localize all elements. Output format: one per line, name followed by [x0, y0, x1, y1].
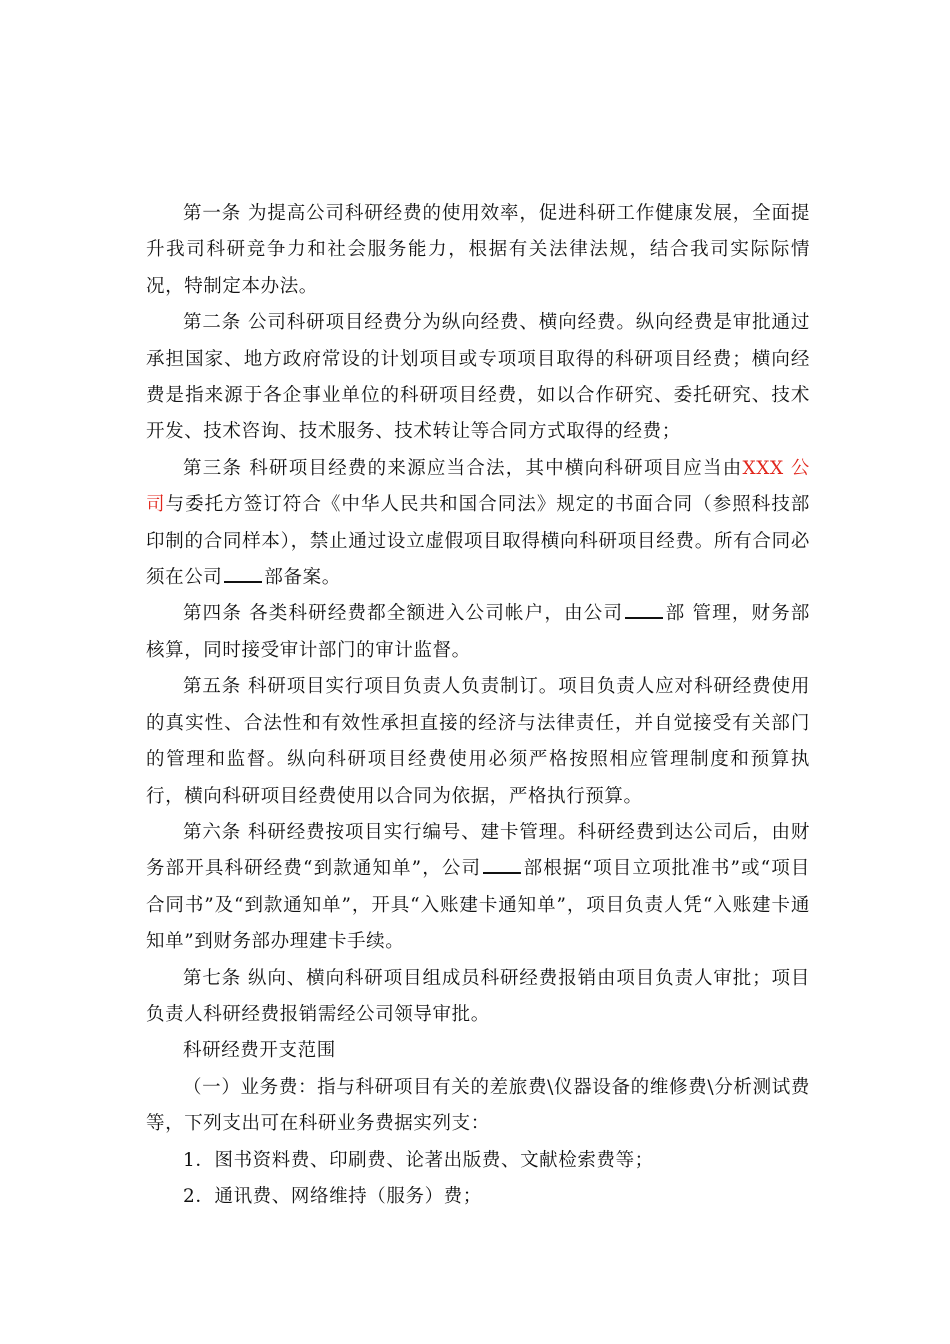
article-4-text-b: 部 管理，财务部核算，同时接受审计部门的审计监督。	[146, 603, 810, 661]
article-2: 第二条 公司科研项目经费分为纵向经费、横向经费。纵向经费是审批通过承担国家、地方政府常设的计划项目或专项项目取得的科研项目经费；横向经费是指来源于各企事业单位的科研项目经费，如以合作研究、委托研究、技术开发、技术咨询、技术服务、技术转让等合同方式取得的经费；	[146, 312, 810, 443]
article-1: 第一条 为提高公司科研经费的使用效率，促进科研工作健康发展，全面提升我司科研竞争力和社会服务能力，根据有关法律法规，结合我司实际际情况，特制定本办法。	[146, 203, 810, 297]
article-5: 第五条 科研项目实行项目负责人负责制订。项目负责人应对科研经费使用的真实性、合法性和有效性承担直接的经济与法律责任，并自觉接受有关部门的管理和监督。纵向科研项目经费使用必须严格按照相应管理制度和预算执行，横向科研项目经费使用以合同为依据，严格执行预算。	[146, 676, 810, 807]
article-3-text-c: 部备案。	[264, 567, 341, 589]
list-item: 2．通讯费、网络维持（服务）费；	[183, 1185, 482, 1207]
business-expense-item: （一）业务费：指与科研项目有关的差旅费\仪器设备的维修费\分析测试费等，下列支出可在科研业务费据实列支：	[146, 1076, 810, 1135]
article-3-text-b: 与委托方签订符合《中华人民共和国合同法》规定的书面合同（参照科技部印制的合同样本），禁止通过设立虚假项目取得横向科研项目经费。所有合同必须在公司	[146, 494, 810, 589]
article-4	[146, 596, 810, 669]
article-3-text-a: 第三条 科研项目经费的来源应当合法，其中横向科研项目应当由	[183, 457, 743, 479]
article-6-text-b: 部根据“项目立项批准书”或“项目合同书”及“到款通知单”，开具“入账建卡通知单”，项目负责人凭“入账建卡通知单”到财务部办理建卡手续。	[146, 858, 810, 953]
article-6-text-a: 第六条 科研经费按项目实行编号、建卡管理。科研经费到达公司后，由财务部开具科研经费“到款通知单”，公司	[146, 821, 810, 880]
document-body	[146, 196, 810, 1215]
company-name-placeholder: XXX 公司	[146, 457, 810, 516]
article-7: 第七条 纵向、横向科研项目组成员科研经费报销由项目负责人审批；项目负责人科研经费报销需经公司领导审批。	[146, 967, 810, 1025]
fill-in-blank	[625, 616, 663, 619]
article-6	[146, 815, 810, 961]
fill-in-blank	[483, 871, 521, 874]
fill-in-blank	[224, 580, 262, 583]
section-heading: 科研经费开支范围	[183, 1040, 336, 1062]
list-item: 1．图书资料费、印刷费、论著出版费、文献检索费等；	[183, 1149, 654, 1171]
article-4-text-a: 第四条 各类科研经费都全额进入公司帐户，由公司	[183, 603, 624, 625]
article-3	[146, 451, 810, 597]
